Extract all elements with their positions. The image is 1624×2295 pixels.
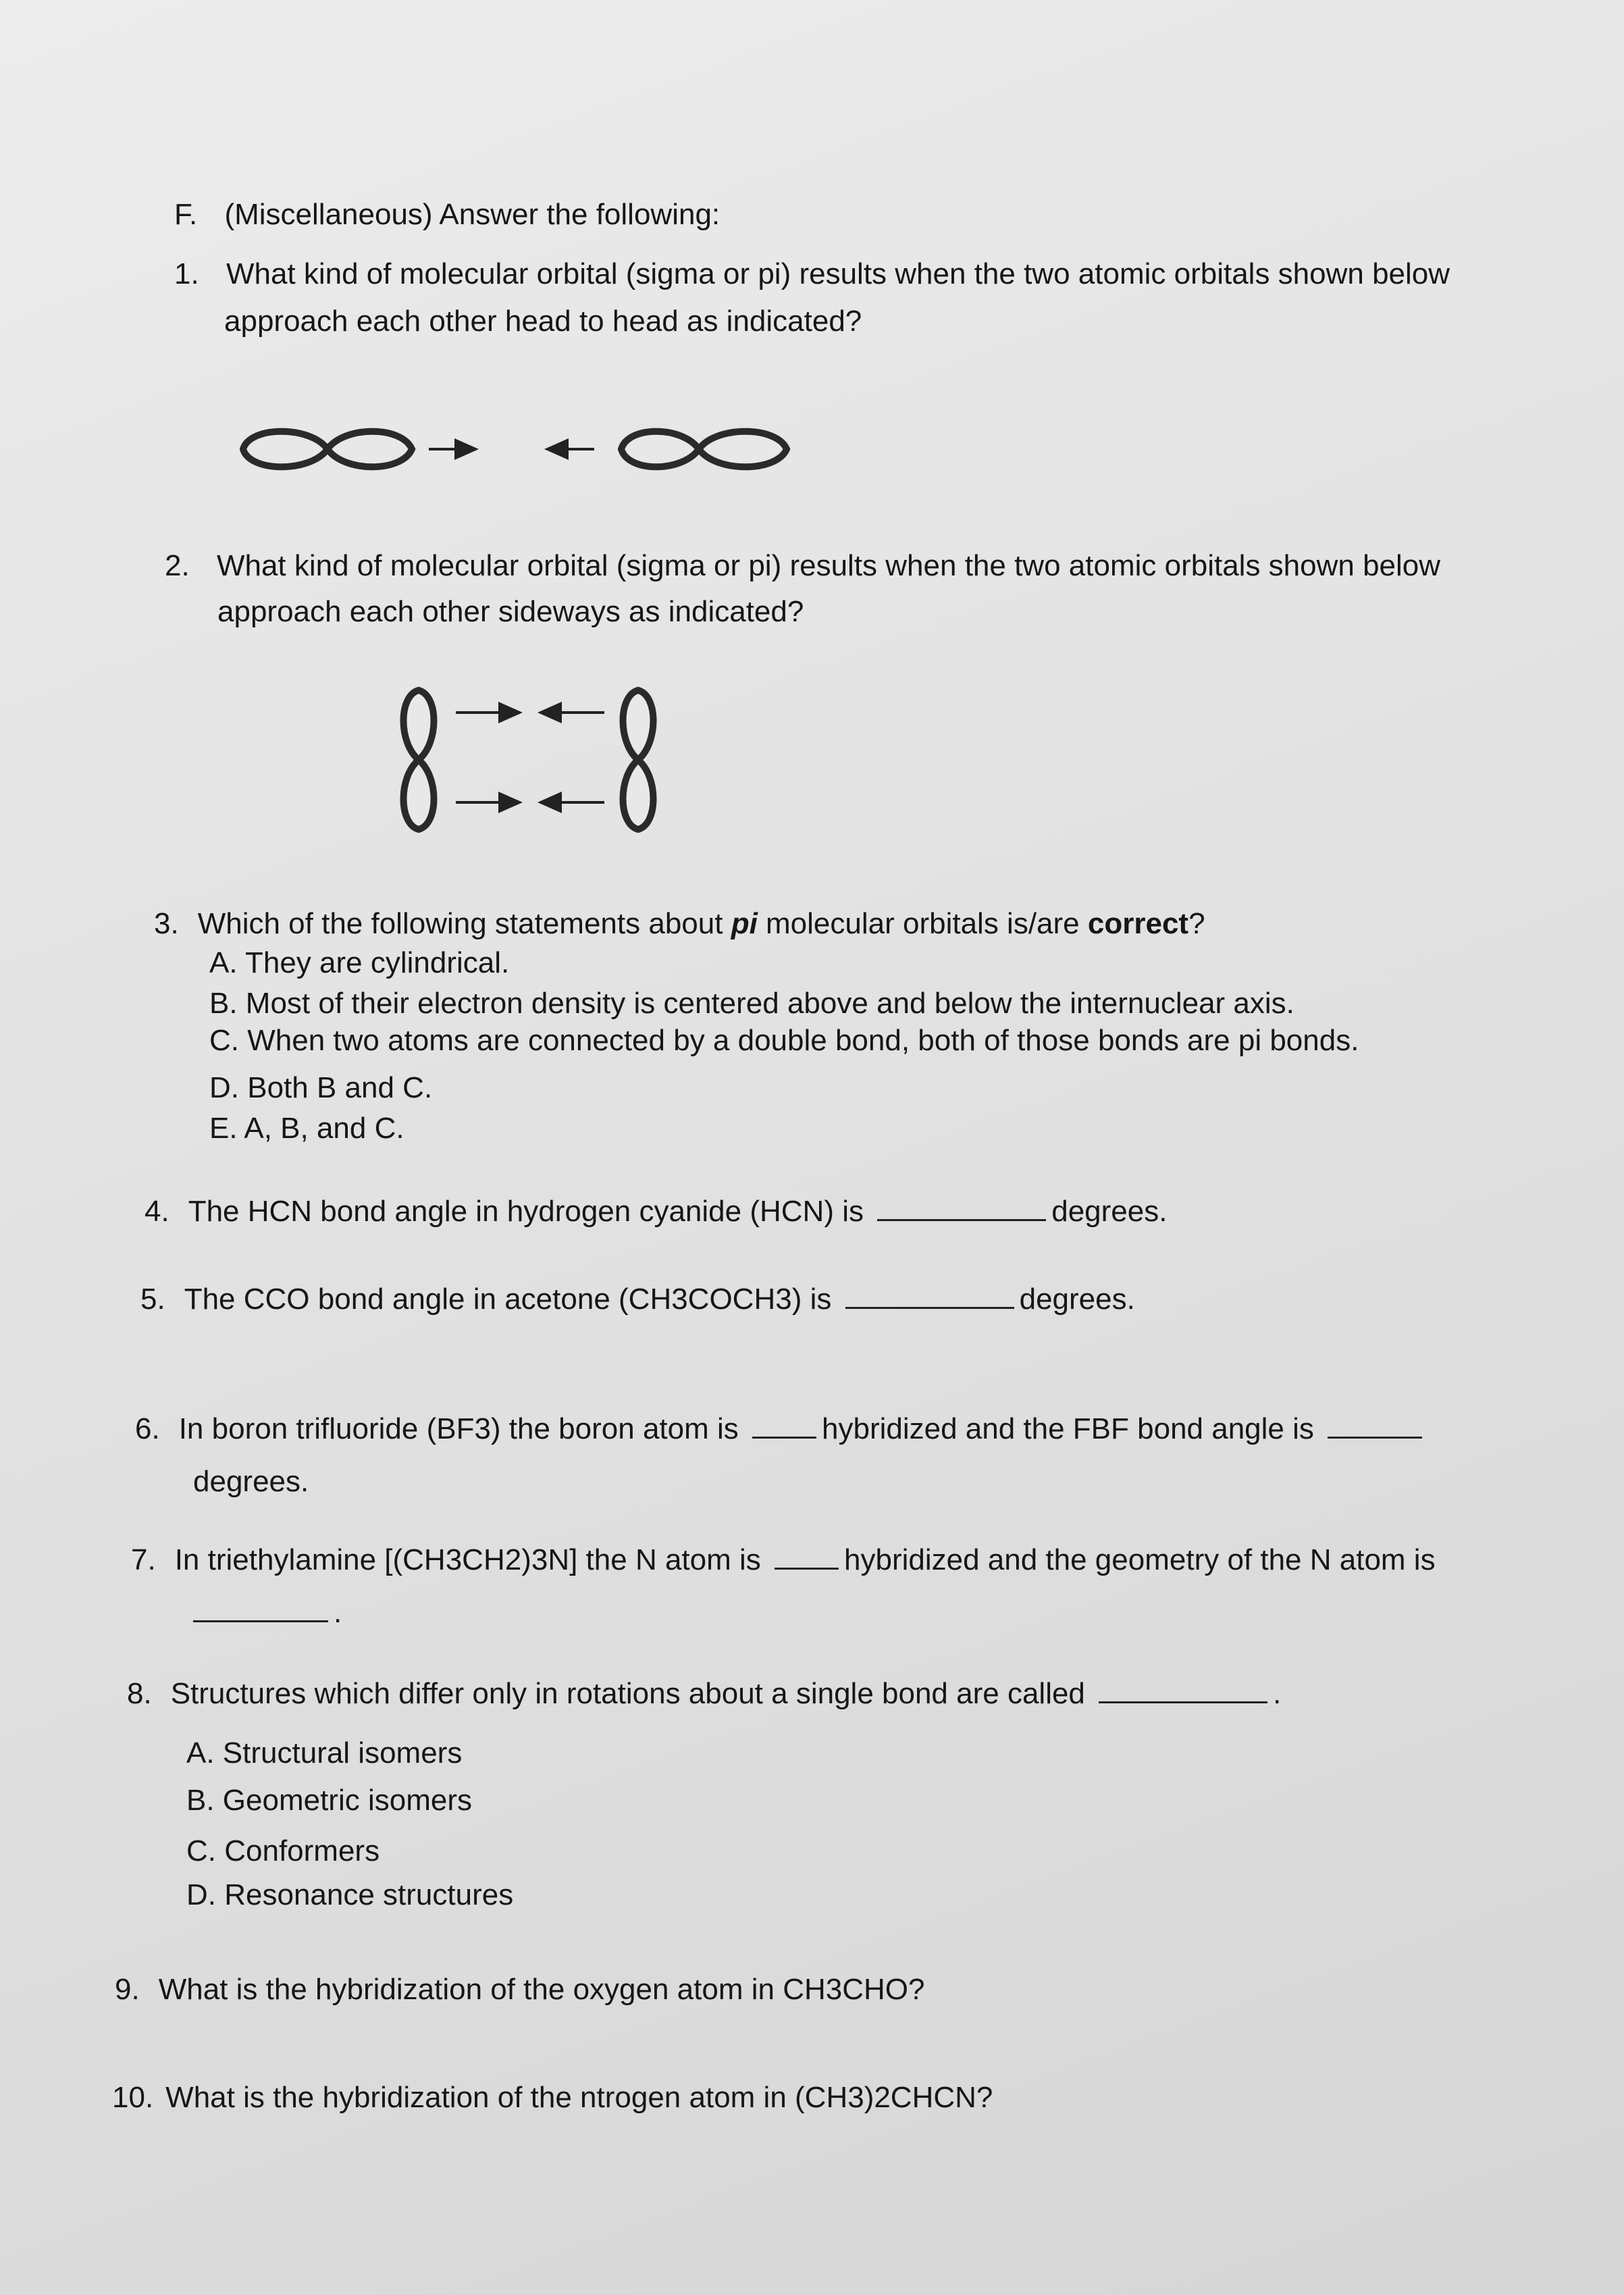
question-4: 4. The HCN bond angle in hydrogen cyanide (HCN) is degrees. bbox=[145, 1195, 1168, 1228]
question-7: 7. In triethylamine [(CH3CH2)3N] the N atom is hybridized and the geometry of the N atom is bbox=[131, 1543, 1436, 1576]
right-p-orbital bbox=[621, 432, 787, 467]
left-vertical-p-orbital bbox=[404, 690, 434, 829]
question-3: 3. Which of the following statements about pi molecular orbitals is/are correct? bbox=[154, 907, 1205, 940]
bond-angle-blank[interactable] bbox=[1328, 1436, 1422, 1439]
question-8: 8. Structures which differ only in rotations about a single bond are called . bbox=[127, 1677, 1282, 1710]
q3-option-c: C. When two atoms are connected by a double bond, both of those bonds are pi bonds. bbox=[209, 1024, 1359, 1057]
q8-option-b: B. Geometric isomers bbox=[186, 1784, 472, 1817]
right-vertical-p-orbital bbox=[623, 690, 654, 829]
q8-option-c: C. Conformers bbox=[186, 1834, 380, 1867]
question-6: 6. In boron trifluoride (BF3) the boron atom is hybridized and the FBF bond angle is bbox=[135, 1412, 1427, 1447]
q8-option-a: A. Structural isomers bbox=[186, 1736, 463, 1770]
answer-blank[interactable] bbox=[1099, 1701, 1267, 1703]
question-1-line2: approach each other head to head as indicated? bbox=[224, 305, 862, 338]
question-7-line2: . bbox=[193, 1595, 342, 1631]
q3-option-b: B. Most of their electron density is centered above and below the internuclear axis. bbox=[209, 987, 1294, 1020]
left-p-orbital bbox=[243, 432, 412, 467]
hybridization-blank[interactable] bbox=[775, 1567, 839, 1570]
question-2-line2: approach each other sideways as indicated? bbox=[217, 595, 804, 628]
question-6-line2: degrees. bbox=[193, 1465, 309, 1498]
hybridization-blank[interactable] bbox=[752, 1436, 816, 1439]
question-10: 10. What is the hybridization of the ntrogen atom in (CH3)2CHCN? bbox=[112, 2081, 993, 2114]
answer-blank[interactable] bbox=[877, 1218, 1046, 1221]
answer-blank[interactable] bbox=[845, 1306, 1014, 1309]
question-9: 9. What is the hybridization of the oxygen atom in CH3CHO? bbox=[115, 1973, 925, 2006]
q3-option-d: D. Both B and C. bbox=[209, 1071, 433, 1104]
q3-option-e: E. A, B, and C. bbox=[209, 1112, 404, 1145]
sideways-orbitals-figure bbox=[392, 682, 675, 837]
geometry-blank[interactable] bbox=[193, 1620, 328, 1622]
head-to-head-orbitals-figure bbox=[236, 412, 844, 486]
q3-option-a: A. They are cylindrical. bbox=[209, 946, 510, 979]
q8-option-d: D. Resonance structures bbox=[186, 1878, 514, 1911]
question-2: 2. What kind of molecular orbital (sigma or pi) results when the two atomic orbitals shown below bbox=[165, 549, 1441, 582]
section-header: F. (Miscellaneous) Answer the following: bbox=[174, 198, 721, 231]
question-1: 1. What kind of molecular orbital (sigma or pi) results when the two atomic orbitals shown below bbox=[174, 257, 1450, 290]
question-5: 5. The CCO bond angle in acetone (CH3COCH3) is degrees. bbox=[140, 1283, 1135, 1316]
